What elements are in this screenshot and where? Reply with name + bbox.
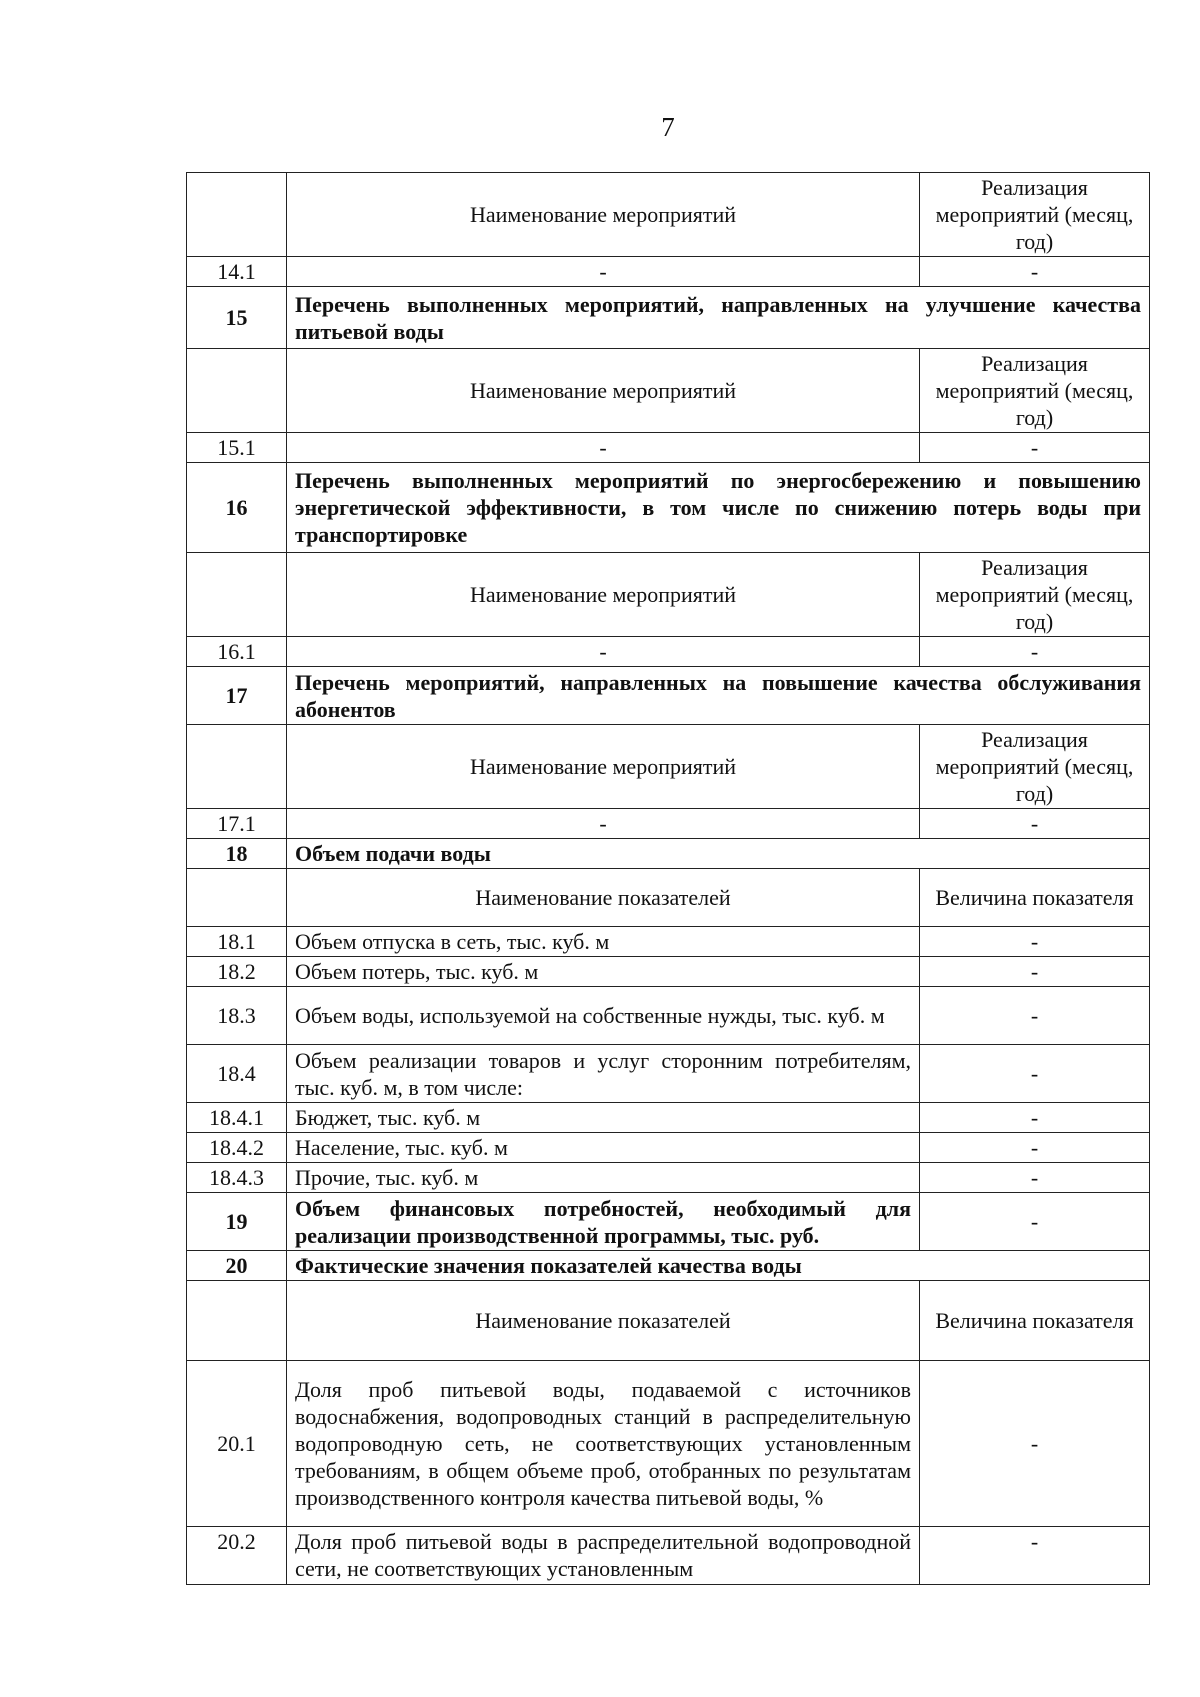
column-header-name: Наименование мероприятий (287, 725, 920, 809)
row-name: Объем воды, используемой на собственные нужды, тыс. куб. м (287, 987, 920, 1045)
column-header-name: Наименование мероприятий (287, 173, 920, 257)
section-number: 18 (187, 839, 287, 869)
table-header-row (187, 1281, 1150, 1361)
section-row (187, 839, 1150, 869)
row-name: Объем потерь, тыс. куб. м (287, 957, 920, 987)
table-row (187, 927, 1150, 957)
table-row (187, 1527, 1150, 1585)
column-header-name: Наименование мероприятий (287, 553, 920, 637)
column-header-value: Величина показателя (920, 1281, 1150, 1361)
section-row (187, 463, 1150, 553)
row-value: - (920, 1361, 1150, 1527)
table-header-row (187, 173, 1150, 257)
section-title: Перечень выполненных мероприятий, направленных на улучшение качества питьевой воды (287, 287, 1150, 349)
section-number: 15 (187, 287, 287, 349)
section-title: Объем финансовых потребностей, необходимый для реализации производственной программы, тыс. руб. (287, 1193, 920, 1251)
column-header-name: Наименование мероприятий (287, 349, 920, 433)
row-value: - (920, 1133, 1150, 1163)
row-number: 18.2 (187, 957, 287, 987)
row-value: - (920, 1103, 1150, 1133)
section-title: Перечень мероприятий, направленных на повышение качества обслуживания абонентов (287, 667, 1150, 725)
row-number: 16.1 (187, 637, 287, 667)
row-number: 18.4.2 (187, 1133, 287, 1163)
production-program-table (186, 172, 1150, 1585)
row-value: - (920, 1163, 1150, 1193)
row-value: - (920, 637, 1150, 667)
section-title: Фактические значения показателей качества воды (287, 1251, 1150, 1281)
table-row (187, 1103, 1150, 1133)
table-row (187, 957, 1150, 987)
number-cell (187, 1281, 287, 1361)
column-header-period: Реализация мероприятий (месяц, год) (920, 553, 1150, 637)
row-name: Доля проб питьевой воды в распределительной водопроводной сети, не соответствующих установленным (287, 1527, 920, 1585)
row-number: 18.4.1 (187, 1103, 287, 1133)
row-number: 14.1 (187, 257, 287, 287)
row-number: 18.1 (187, 927, 287, 957)
section-row (187, 287, 1150, 349)
row-value: - (920, 1527, 1150, 1585)
table-header-row (187, 553, 1150, 637)
row-number: 20.2 (187, 1527, 287, 1585)
number-cell (187, 725, 287, 809)
section-number: 16 (187, 463, 287, 553)
section-title: Объем подачи воды (287, 839, 1150, 869)
table-row (187, 809, 1150, 839)
column-header-period: Реализация мероприятий (месяц, год) (920, 173, 1150, 257)
row-name: Доля проб питьевой воды, подаваемой с источников водоснабжения, водопроводных станций в распределительную водопроводную сеть, не соответствующих установленным требованиям, в общем объеме проб, отобранных по результатам производственного контроля качества питьевой воды, % (287, 1361, 920, 1527)
column-header-period: Реализация мероприятий (месяц, год) (920, 725, 1150, 809)
row-value: - (920, 809, 1150, 839)
row-number: 18.4 (187, 1045, 287, 1103)
section-title: Перечень выполненных мероприятий по энергосбережению и повышению энергетической эффективности, в том числе по снижению потерь воды при транспортировке (287, 463, 1150, 553)
row-name: - (287, 433, 920, 463)
row-name: Прочие, тыс. куб. м (287, 1163, 920, 1193)
row-name: - (287, 809, 920, 839)
column-header-name: Наименование показателей (287, 1281, 920, 1361)
section-row (187, 1193, 1150, 1251)
table-row (187, 433, 1150, 463)
table-header-row (187, 869, 1150, 927)
number-cell (187, 173, 287, 257)
table-row (187, 1163, 1150, 1193)
table-row (187, 257, 1150, 287)
row-name: Объем реализации товаров и услуг сторонним потребителям, тыс. куб. м, в том числе: (287, 1045, 920, 1103)
row-number: 20.1 (187, 1361, 287, 1527)
section-row (187, 1251, 1150, 1281)
table-row (187, 1133, 1150, 1163)
row-number: 18.4.3 (187, 1163, 287, 1193)
column-header-name: Наименование показателей (287, 869, 920, 927)
row-name: - (287, 637, 920, 667)
section-number: 20 (187, 1251, 287, 1281)
section-number: 17 (187, 667, 287, 725)
row-name: Население, тыс. куб. м (287, 1133, 920, 1163)
row-number: 15.1 (187, 433, 287, 463)
number-cell (187, 869, 287, 927)
column-header-value: Величина показателя (920, 869, 1150, 927)
row-name: - (287, 257, 920, 287)
table-row (187, 1361, 1150, 1527)
page-number: 7 (661, 112, 675, 142)
table-header-row (187, 349, 1150, 433)
section-number: 19 (187, 1193, 287, 1251)
row-value: - (920, 1045, 1150, 1103)
row-value: - (920, 957, 1150, 987)
table-header-row (187, 725, 1150, 809)
row-value: - (920, 927, 1150, 957)
row-name: Объем отпуска в сеть, тыс. куб. м (287, 927, 920, 957)
row-number: 18.3 (187, 987, 287, 1045)
row-value: - (920, 1193, 1150, 1251)
row-name: Бюджет, тыс. куб. м (287, 1103, 920, 1133)
table-row (187, 1045, 1150, 1103)
number-cell (187, 553, 287, 637)
section-row (187, 667, 1150, 725)
column-header-period: Реализация мероприятий (месяц, год) (920, 349, 1150, 433)
table-row (187, 987, 1150, 1045)
table-row (187, 637, 1150, 667)
number-cell (187, 349, 287, 433)
row-value: - (920, 987, 1150, 1045)
row-number: 17.1 (187, 809, 287, 839)
row-value: - (920, 433, 1150, 463)
row-value: - (920, 257, 1150, 287)
